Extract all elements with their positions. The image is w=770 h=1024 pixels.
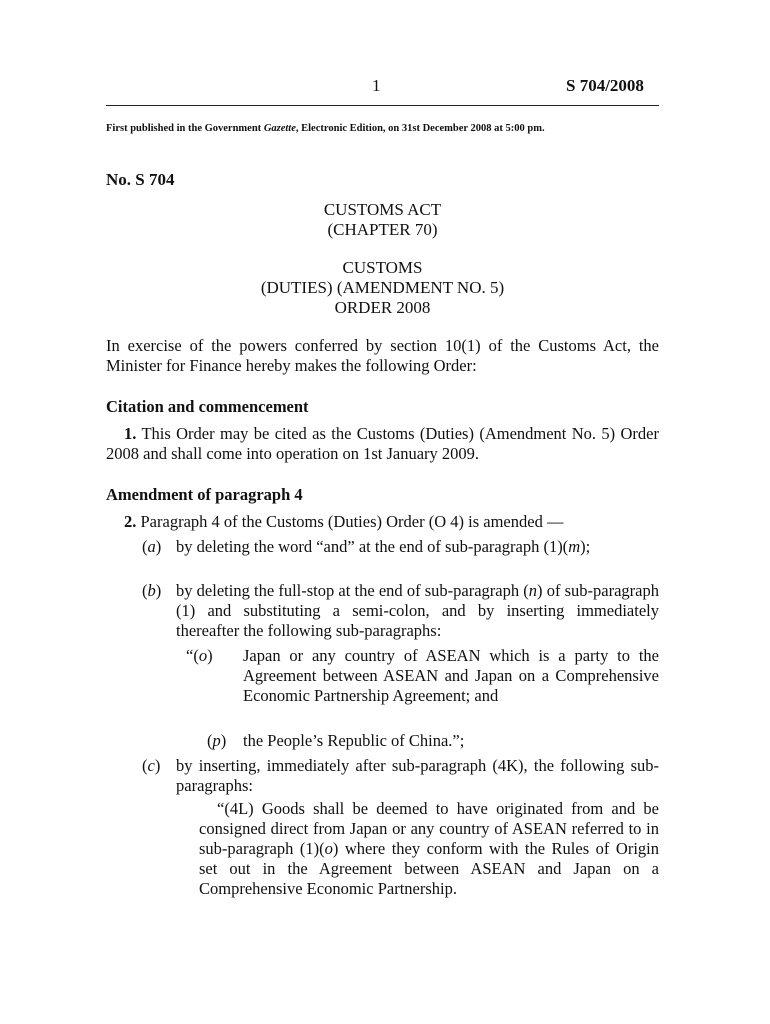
item-a-text <box>176 537 659 557</box>
item-a-label-close: ) <box>155 537 162 556</box>
item-b-text-italic: n <box>528 581 538 600</box>
item-o-label-close: ) <box>207 646 213 665</box>
item-c-label-letter: c <box>147 756 155 775</box>
document-reference: S 704/2008 <box>566 76 644 95</box>
item-c-label-close: ) <box>154 756 161 775</box>
paragraph-4l-text-italic: o <box>324 839 333 858</box>
paragraph-4l-text <box>199 799 659 899</box>
item-c-label-open: ( <box>142 756 148 775</box>
item-a-text-after: ); <box>580 537 591 556</box>
publication-note-gazette: Gazette <box>263 123 296 134</box>
act-title <box>106 200 659 240</box>
item-a-text-italic: m <box>568 537 581 556</box>
item-o-label-open: “( <box>186 646 199 665</box>
item-a-label-open: ( <box>142 537 148 556</box>
section-2-intro <box>124 512 659 532</box>
item-p-label-close: ) <box>220 731 227 750</box>
act-title-line1: CUSTOMS ACT <box>323 200 442 219</box>
section-1-body: This Order may be cited as the Customs (Duties) (Amendment No. 5) Order 2008 and shall come into operation on 1st January 2009. <box>106 424 659 463</box>
item-p-text: the People’s Republic of China.”; <box>243 731 465 750</box>
item-p-label-open: ( <box>207 731 213 750</box>
item-b-label-letter: b <box>147 581 156 600</box>
order-title-line2: (DUTIES) (AMENDMENT NO. 5) <box>260 278 505 297</box>
publication-note <box>106 123 545 134</box>
section-1-heading: Citation and commencement <box>106 397 309 416</box>
item-b-label-close: ) <box>155 581 162 600</box>
paragraph-4l-text-after: ) where they conform with the Rules of Origin set out in the Agreement between ASEAN and Japan on a Comprehensive Economic Partnership. <box>199 839 659 898</box>
section-2-heading: Amendment of paragraph 4 <box>106 485 303 504</box>
order-title <box>106 258 659 318</box>
item-p-label <box>207 731 226 751</box>
item-b-label-open: ( <box>142 581 148 600</box>
item-b-text-before: by deleting the full-stop at the end of sub-paragraph ( <box>176 581 529 600</box>
item-b-text-after: ) of sub-paragraph (1) and substituting a semi-colon, and by inserting immediately thereafter the following sub-paragraphs: <box>176 581 659 640</box>
item-o-label <box>186 646 213 666</box>
item-c-label <box>142 756 160 776</box>
publication-note-after: , Electronic Edition, on 31st December 2008 at 5:00 pm. <box>295 123 545 134</box>
item-a-label-letter: a <box>147 537 156 556</box>
item-c-text: by inserting, immediately after sub-paragraph (4K), the following sub-paragraphs: <box>176 756 659 795</box>
item-o-label-letter: o <box>198 646 208 665</box>
enacting-clause: In exercise of the powers conferred by section 10(1) of the Customs Act, the Minister for Finance hereby makes the following Order: <box>106 336 659 375</box>
order-title-line3: ORDER 2008 <box>334 298 431 317</box>
item-a-text-before: by deleting the word “and” at the end of sub-paragraph (1)( <box>176 537 569 556</box>
item-a-label <box>142 537 161 557</box>
section-1-number: 1. <box>124 424 137 443</box>
item-p-label-letter: p <box>212 731 221 750</box>
section-2-intro-text: Paragraph 4 of the Customs (Duties) Order (O 4) is amended — <box>136 512 564 531</box>
order-title-line1: CUSTOMS <box>342 258 423 277</box>
section-1-text <box>106 424 659 464</box>
paragraph-4l-text-before: “(4L) Goods shall be deemed to have originated from and be consigned direct from Japan or any country of ASEAN referred to in sub-paragraph (1)( <box>199 799 659 858</box>
publication-note-before: First published in the Government <box>106 123 264 134</box>
item-b-text <box>176 581 659 641</box>
act-title-line2: (CHAPTER 70) <box>327 220 438 239</box>
item-o-text: Japan or any country of ASEAN which is a party to the Agreement between ASEAN and Japan on a Comprehensive Economic Partnership Agreement; and <box>243 646 659 705</box>
page-number: 1 <box>372 76 381 95</box>
item-b-label <box>142 581 161 601</box>
section-2-number: 2. <box>124 512 137 531</box>
order-number: No. S 704 <box>106 170 175 189</box>
header-rule <box>106 105 659 106</box>
